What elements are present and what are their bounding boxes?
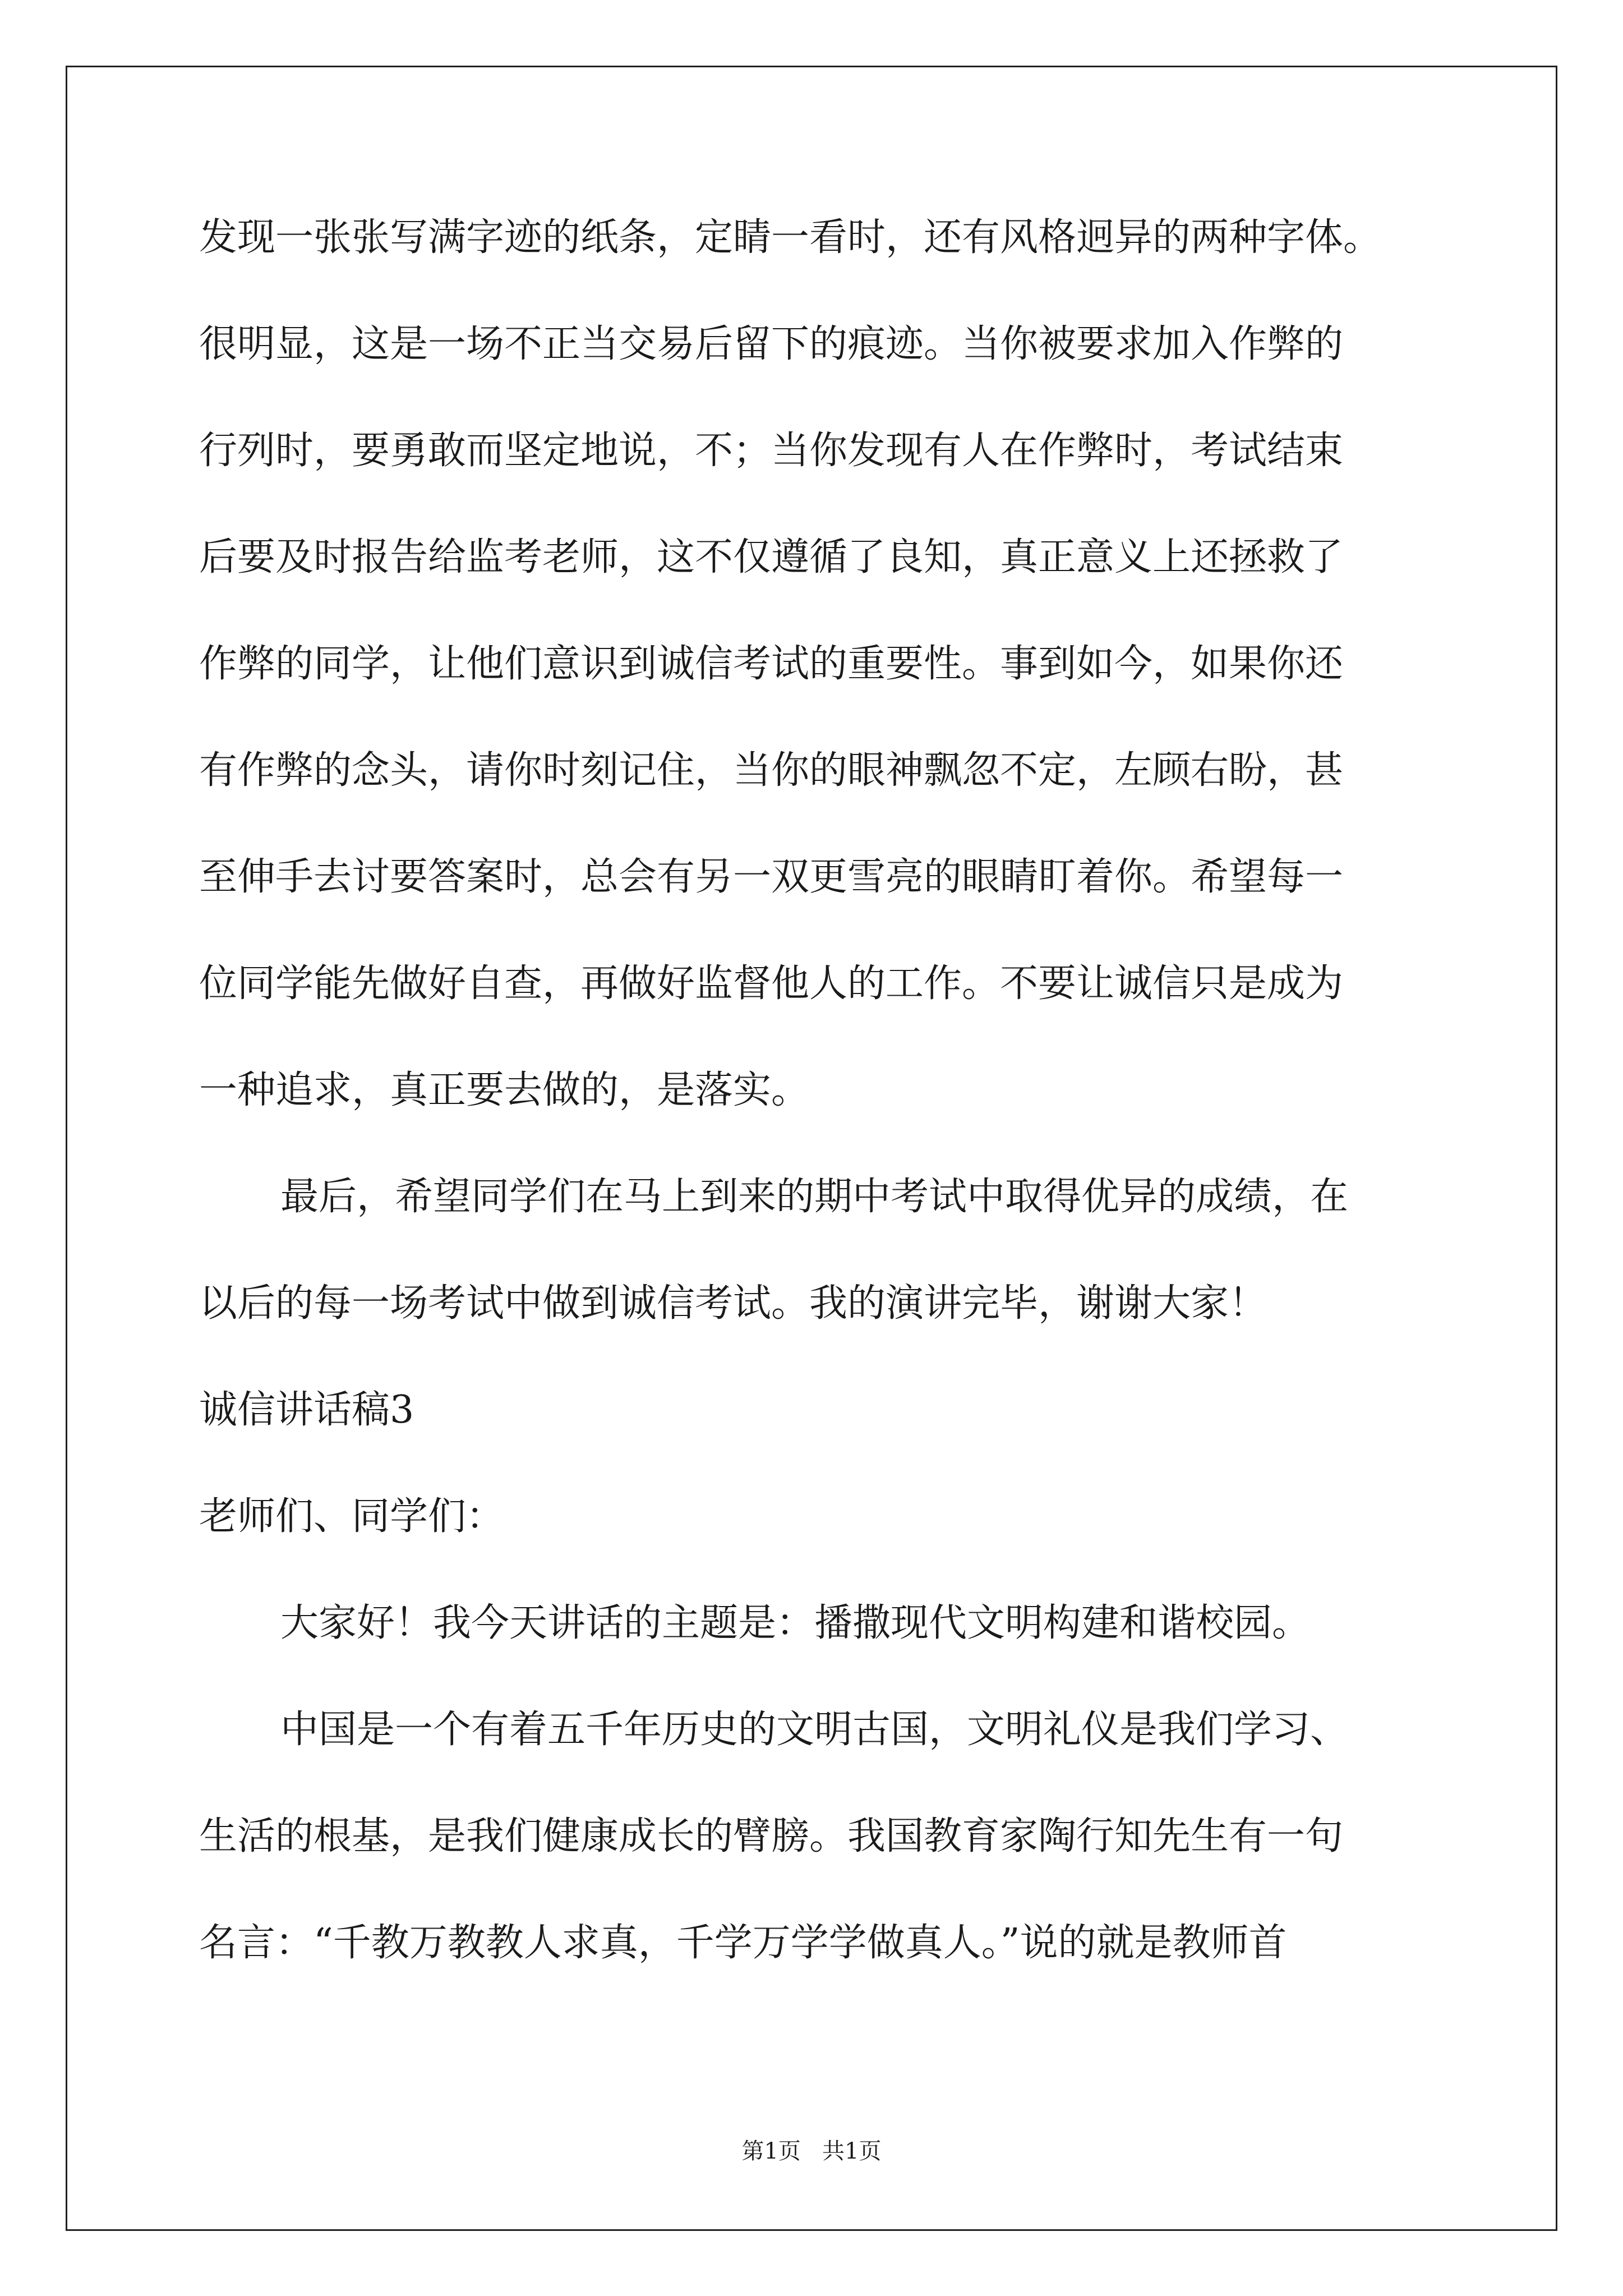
salutation: 老师们、同学们： [199,1494,505,1539]
text-line: 行列时，要勇敢而坚定地说，不；当你发现有人在作弊时，考试结束 [199,429,1344,473]
page-border [66,66,1557,2231]
text-line: 名言：“千教万教教人求真，千学万学学做真人。”说的就是教师首 [199,1921,1287,1965]
text-line: 以后的每一场考试中做到诚信考试。我的演讲完毕，谢谢大家！ [199,1281,1267,1326]
text-line: 后要及时报告给监考老师，这不仅遵循了良知，真正意义上还拯救了 [199,535,1344,579]
text-line: 位同学能先做好自查，再做好监督他人的工作。不要让诚信只是成为 [199,961,1344,1006]
page-number-footer: 第1页 共1页 [741,2138,882,2164]
text-line: 至伸手去讨要答案时，总会有另一双更雪亮的眼睛盯着你。希望每一 [199,855,1344,899]
paragraph-start-line: 大家好！我今天讲话的主题是：播撒现代文明构建和谐校园。 [280,1601,1311,1645]
text-line: 一种追求，真正要去做的，是落实。 [199,1068,810,1112]
text-line: 很明显，这是一场不正当交易后留下的痕迹。当你被要求加入作弊的 [199,322,1344,366]
section-title: 诚信讲话稿3 [199,1388,414,1432]
paragraph-start-line: 最后，希望同学们在马上到来的期中考试中取得优异的成绩，在 [280,1175,1349,1219]
text-line: 有作弊的念头，请你时刻记住，当你的眼神飘忽不定，左顾右盼，甚 [199,748,1344,793]
text-line: 生活的根基，是我们健康成长的臂膀。我国教育家陶行知先生有一句 [199,1814,1344,1858]
text-line: 发现一张张写满字迹的纸条，定睛一看时，还有风格迥异的两种字体。 [199,215,1382,260]
text-line: 作弊的同学，让他们意识到诚信考试的重要性。事到如今，如果你还 [199,642,1344,686]
paragraph-start-line: 中国是一个有着五千年历史的文明古国，文明礼仪是我们学习、 [280,1708,1349,1752]
